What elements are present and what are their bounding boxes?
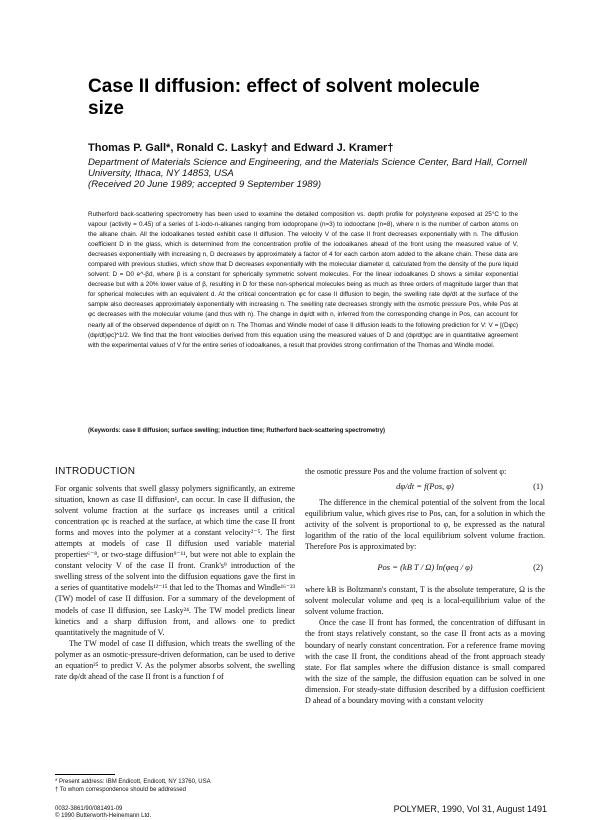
intro-paragraph-2: The TW model of case II diffusion, which treats the swelling of the polymer as an osmotic-pressure-driven deformation, can be used to derive an equation²⁵ to predict V. As the polymer absorbs solvent, the swelling rate dφ/dt ahead of the case II front is a function f of <box>55 638 295 681</box>
equation-1 <box>305 477 545 497</box>
equation-1-expression: dφ/dt = f(Pos, φ) <box>396 481 454 492</box>
equation-2-number: (2) <box>533 562 543 573</box>
left-column <box>55 466 295 682</box>
author-affiliation <box>88 157 528 191</box>
right-paragraph-4: Once the case II front has formed, the concentration of diffusant in the front stays relatively constant, so the case II front acts as a moving boundary of nearly constant concentration. For a reference frame moving with the case II front, the conditions ahead of the front approach steady state. For flat samples where the diffusion distance is small compared with the size of the sample, the diffusion equation can be solved in one dimension. For steady-state diffusion described by a diffusion coefficient D ahead of a boundary moving with a constant velocity <box>305 618 545 705</box>
affiliation-text: Department of Materials Science and Engineering, and the Materials Science Center, Bard Hall, Cornell University, Ithaca, NY 14853, USA <box>88 157 527 180</box>
section-heading-introduction: INTRODUCTION <box>55 466 136 477</box>
abstract: Rutherford back-scattering spectrometry has been used to examine the detailed composition vs. depth profile for polystyrene exposed at 25°C to the vapour (activity = 0.45) of a series of 1-iodo-n-alkanes ranging from iodopropane (n=3) to iodooctane (n=8), where n is the number of carbon atoms on the alkane chain. All the iodoalkanes tested exhibit case II diffusion. The velocity V of the case II front decreases exponentially with n. The diffusion coefficient D in the glass, which is determined from the concentration profile of the iodoalkanes ahead of the front using the measured value of V, decreases exponentially with increasing n, D decreases by approximately a factor of 4 for each carbon atom added to the alkane chain. These data are compared with previous studies, which show that D decreases exponentially with the molecular diameter d, calculated from the density of the pure liquid solvent: D = D0 e^-βd, where β is a constant for spherically symmetric solvent molecules. For the linear iodoalkanes D shows a similar exponential decrease but with a 20% lower value of β, resulting in D for these non-spherical molecules being as much as three orders of magnitude larger than that for spherical molecules with an equivalent d. At the critical concentration φc for case II diffusion to begin, the swelling rate dφ/dt at the surface of the sample also decreases approximately exponentially with increasing n. The swelling rate decreases strongly with the osmotic pressure Pos, while Pos at φc decreases with the molecular volume (and thus with n). The change in dφ/dt with n, inferred from the corresponding change in Pos, can account for nearly all of the observed dependence of dφ/dt on n. The Thomas and Windle model of case II diffusion leads to the following prediction for V: V = [(Dφc)(dφ/dt)φc]^1/2. We find that the front velocities derived from this equation using the measured values of D and (dφ/dt)φc are in quantitative agreement with the experimental values of V for the entire series of iodoalkanes, a result that provides strong confirmation of the Thomas and Windle model. <box>88 211 518 349</box>
received-dates: (Received 20 June 1989; accepted 9 September 1989) <box>88 179 322 191</box>
right-paragraph-3: where kB is Boltzmann's constant, T is the absolute temperature, Ω is the solvent molecular volume and φeq is a local-equilibrium value of the solvent volume fraction. <box>305 585 545 617</box>
intro-paragraph-1: For organic solvents that swell glassy polymers significantly, an extreme situation, known as case II diffusion¹, can occur. In case II diffusion, the solvent volume fraction at the surface φs increases until a critical concentration φc is reached at the surface, at which time the case II front forms and moves into the polymer at a constant velocity²⁻⁵. The first attempts at models of case II diffusion used variable material properties⁶⁻⁸, or two-stage diffusion⁹⁻¹¹, but were not able to explain the constant velocity V of the case II front. Crank's⁹ introduction of the swelling stress of the solvent into the diffusion equations gave the first in a series of quantitative models¹²⁻¹⁵ that led to the Thomas and Windle¹⁶⁻²³ (TW) model of case II diffusion. For a summary of the development of models of case II diffusion, see Lasky²⁴. The TW model predicts linear kinetics and a sharp diffusion front, and allows one to predict quantitatively the magnitude of V. <box>55 484 295 637</box>
equation-2 <box>305 552 545 584</box>
right-paragraph-2: The difference in the chemical potential of the solvent from the local equilibrium value, which gives rise to Pos, can, for a solution in which the activity of the solvent is proportional to φ, be expressed as the natural logarithm of the ratio of the local equilibrium solvent volume fraction. Therefore Pos is approximated by: <box>305 498 545 552</box>
footnote-correspondence: † To whom correspondence should be addressed <box>55 787 186 793</box>
copyright-notice <box>55 806 305 820</box>
footnote-present-address: * Present address: IBM Endicott, Endicott, NY 13760, USA <box>55 779 211 785</box>
right-paragraph-continuation: the osmotic pressure Pos and the volume fraction of solvent φ: <box>305 467 507 476</box>
article-title: Case II diffusion: effect of solvent molecule size <box>88 76 480 119</box>
keywords: (Keywords: case II diffusion; surface swelling; induction time; Rutherford back-scattering spectrometry) <box>88 428 386 434</box>
right-column <box>305 466 545 706</box>
equation-2-expression: Pos = (kB T / Ω) ln(φeq / φ) <box>377 562 473 573</box>
author-list: Thomas P. Gall*, Ronald C. Lasky† and Edward J. Kramer† <box>88 142 394 154</box>
copyright-publisher: © 1990 Butterworth-Heinemann Ltd. <box>55 813 152 819</box>
footnotes <box>55 778 305 794</box>
copyright-code: 0032-3861/90/081491-09 <box>55 806 123 812</box>
equation-1-number: (1) <box>533 481 543 492</box>
journal-footer: POLYMER, 1990, Vol 31, August 1491 <box>393 804 547 814</box>
footnote-divider <box>55 774 115 775</box>
